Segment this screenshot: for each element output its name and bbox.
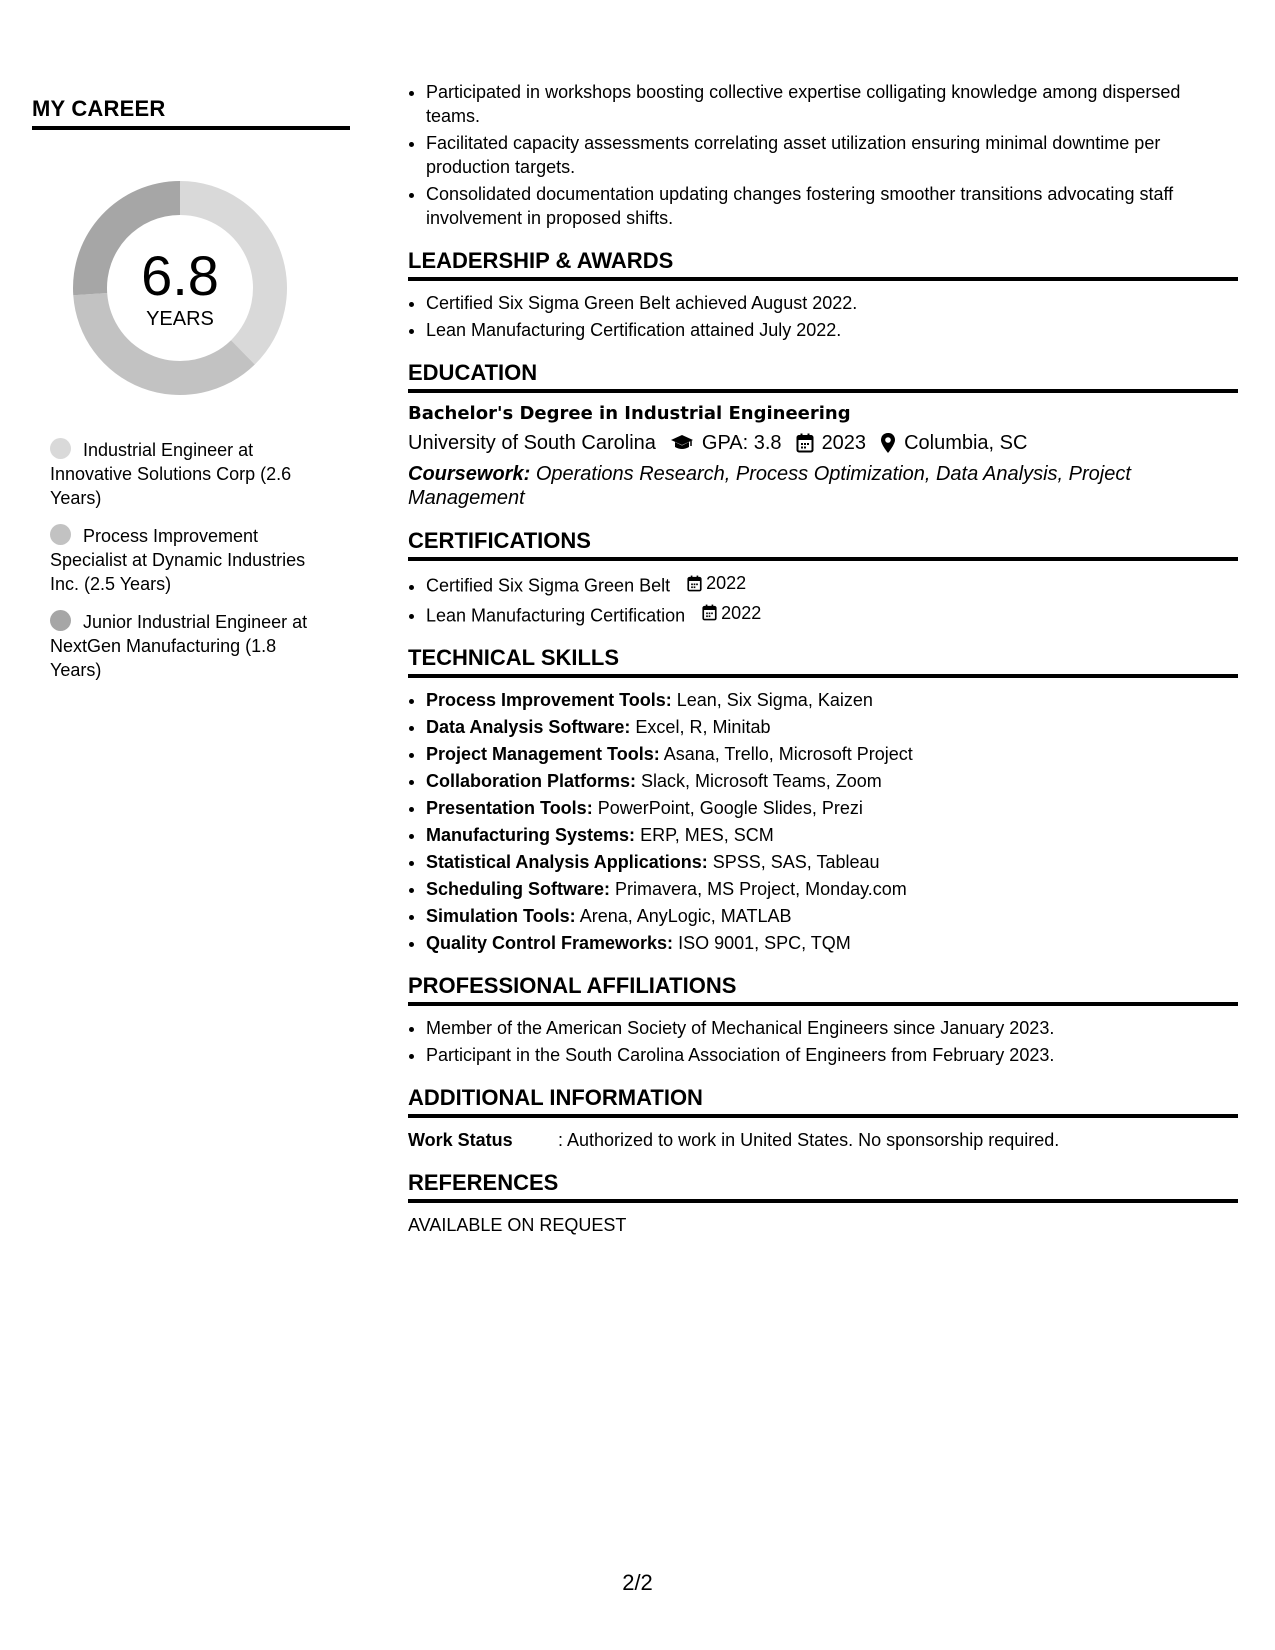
- donut-center: [66, 174, 294, 402]
- leadership-title: LEADERSHIP & AWARDS: [408, 248, 1238, 281]
- skill-label: Scheduling Software:: [426, 879, 611, 899]
- certifications-title: CERTIFICATIONS: [408, 528, 1238, 561]
- references-text: AVAILABLE ON REQUEST: [408, 1215, 627, 1235]
- career-donut-chart: [66, 174, 294, 402]
- references-title: REFERENCES: [408, 1170, 1238, 1203]
- coursework-list: Operations Research, Process Optimization, Data Analysis, Project Management: [408, 463, 1131, 509]
- skill-item: [426, 769, 1238, 793]
- coursework: [408, 462, 1238, 510]
- skill-value: SPSS, SAS, Tableau: [712, 852, 880, 872]
- skill-value: Slack, Microsoft Teams, Zoom: [641, 771, 882, 791]
- legend-item: [50, 438, 330, 510]
- legend-label: Process Improvement Specialist at Dynamic Industries Inc. (2.5 Years): [50, 526, 306, 594]
- skill-value: Asana, Trello, Microsoft Project: [663, 744, 913, 764]
- certification-date: [702, 601, 761, 625]
- gpa: GPA: 3.8: [701, 432, 782, 454]
- skill-label: Presentation Tools:: [426, 798, 593, 818]
- work-status-row: [408, 1128, 1238, 1152]
- skills-title: TECHNICAL SKILLS: [408, 645, 1238, 678]
- certification-date: [687, 571, 746, 595]
- leadership-item: • Lean Manufacturing Certification attained July 2022.: [426, 318, 1238, 342]
- certification-year: 2022: [706, 573, 747, 593]
- certification-item: [426, 571, 1238, 598]
- skill-label: Statistical Analysis Applications:: [426, 852, 708, 872]
- skill-item: [426, 742, 1238, 766]
- skill-item: [426, 850, 1238, 874]
- career-sidebar: [32, 96, 350, 696]
- total-years-value: 6.8: [141, 244, 219, 307]
- skill-label: Collaboration Platforms:: [426, 771, 637, 791]
- calendar-icon: [687, 575, 702, 592]
- skill-label: Manufacturing Systems:: [426, 825, 636, 845]
- skill-value: Primavera, MS Project, Monday.com: [615, 879, 907, 899]
- work-status-label: Work Status: [408, 1130, 513, 1150]
- skill-label: Quality Control Frameworks:: [426, 933, 674, 953]
- skill-value: Excel, R, Minitab: [635, 717, 771, 737]
- skill-item: [426, 931, 1238, 955]
- additional-info-title: ADDITIONAL INFORMATION: [408, 1085, 1238, 1118]
- skill-value: Lean, Six Sigma, Kaizen: [676, 690, 873, 710]
- leadership-item: • Certified Six Sigma Green Belt achieved August 2022.: [426, 291, 1238, 315]
- skill-label: Data Analysis Software:: [426, 717, 631, 737]
- work-status-value: : Authorized to work in United States. No sponsorship required.: [558, 1130, 1060, 1150]
- page-number: 2/2: [622, 1570, 653, 1595]
- coursework-label: Coursework:: [408, 463, 531, 485]
- skill-item: [426, 796, 1238, 820]
- skills-list: [408, 688, 1238, 955]
- experience-bullet: • Facilitated capacity assessments correlating asset utilization ensuring minimal downtime per production targets.: [426, 131, 1238, 179]
- skill-item: [426, 877, 1238, 901]
- legend-dot: [50, 524, 71, 545]
- career-heading: MY CAREER: [32, 96, 350, 130]
- skill-value: ISO 9001, SPC, TQM: [678, 933, 851, 953]
- skill-item: [426, 823, 1238, 847]
- legend-label: Industrial Engineer at Innovative Solutions Corp (2.6 Years): [50, 440, 292, 508]
- graduation-year: 2023: [821, 432, 867, 454]
- education-title: EDUCATION: [408, 360, 1238, 393]
- total-years-unit: YEARS: [146, 308, 214, 330]
- career-legend: [50, 438, 330, 682]
- skill-item: [426, 715, 1238, 739]
- legend-dot: [50, 610, 71, 631]
- affiliations-list: [408, 1016, 1238, 1067]
- certification-name: Certified Six Sigma Green Belt: [426, 575, 671, 596]
- skill-value: PowerPoint, Google Slides, Prezi: [597, 798, 863, 818]
- leadership-list: [408, 291, 1238, 342]
- education-details: [408, 430, 1238, 456]
- graduation-cap-icon: [670, 434, 694, 452]
- certification-item: [426, 601, 1238, 628]
- skill-item: [426, 688, 1238, 712]
- map-pin-icon: [880, 432, 896, 454]
- main-content: [408, 80, 1238, 1237]
- certification-name: Lean Manufacturing Certification: [426, 605, 686, 625]
- experience-bullet: • Consolidated documentation updating changes fostering smoother transitions advocating staff involvement in proposed shifts.: [426, 182, 1238, 230]
- affiliation-item: • Participant in the South Carolina Association of Engineers from February 2023.: [426, 1043, 1238, 1067]
- certifications-list: [408, 571, 1238, 627]
- calendar-icon: [702, 604, 717, 621]
- education-location: Columbia, SC: [904, 432, 1028, 454]
- experience-bullet: • Participated in workshops boosting collective expertise colligating knowledge among dispersed teams.: [426, 80, 1238, 128]
- certification-year: 2022: [721, 602, 762, 623]
- experience-bullets: [408, 80, 1238, 230]
- legend-label: Junior Industrial Engineer at NextGen Manufacturing (1.8 Years): [50, 612, 308, 680]
- school-name: University of South Carolina: [408, 432, 656, 454]
- skill-value: Arena, AnyLogic, MATLAB: [579, 906, 792, 926]
- skill-label: Process Improvement Tools:: [426, 690, 672, 710]
- legend-dot: [50, 438, 71, 459]
- affiliations-title: PROFESSIONAL AFFILIATIONS: [408, 973, 1238, 1006]
- affiliation-item: • Member of the American Society of Mechanical Engineers since January 2023.: [426, 1016, 1238, 1040]
- legend-item: [50, 524, 330, 596]
- skill-label: Simulation Tools:: [426, 906, 576, 926]
- skill-label: Project Management Tools:: [426, 744, 660, 764]
- skill-item: [426, 904, 1238, 928]
- calendar-icon: [796, 433, 814, 453]
- degree-name: Bachelor's Degree in Industrial Engineering: [408, 403, 851, 424]
- skill-value: ERP, MES, SCM: [640, 825, 774, 845]
- legend-item: [50, 610, 330, 682]
